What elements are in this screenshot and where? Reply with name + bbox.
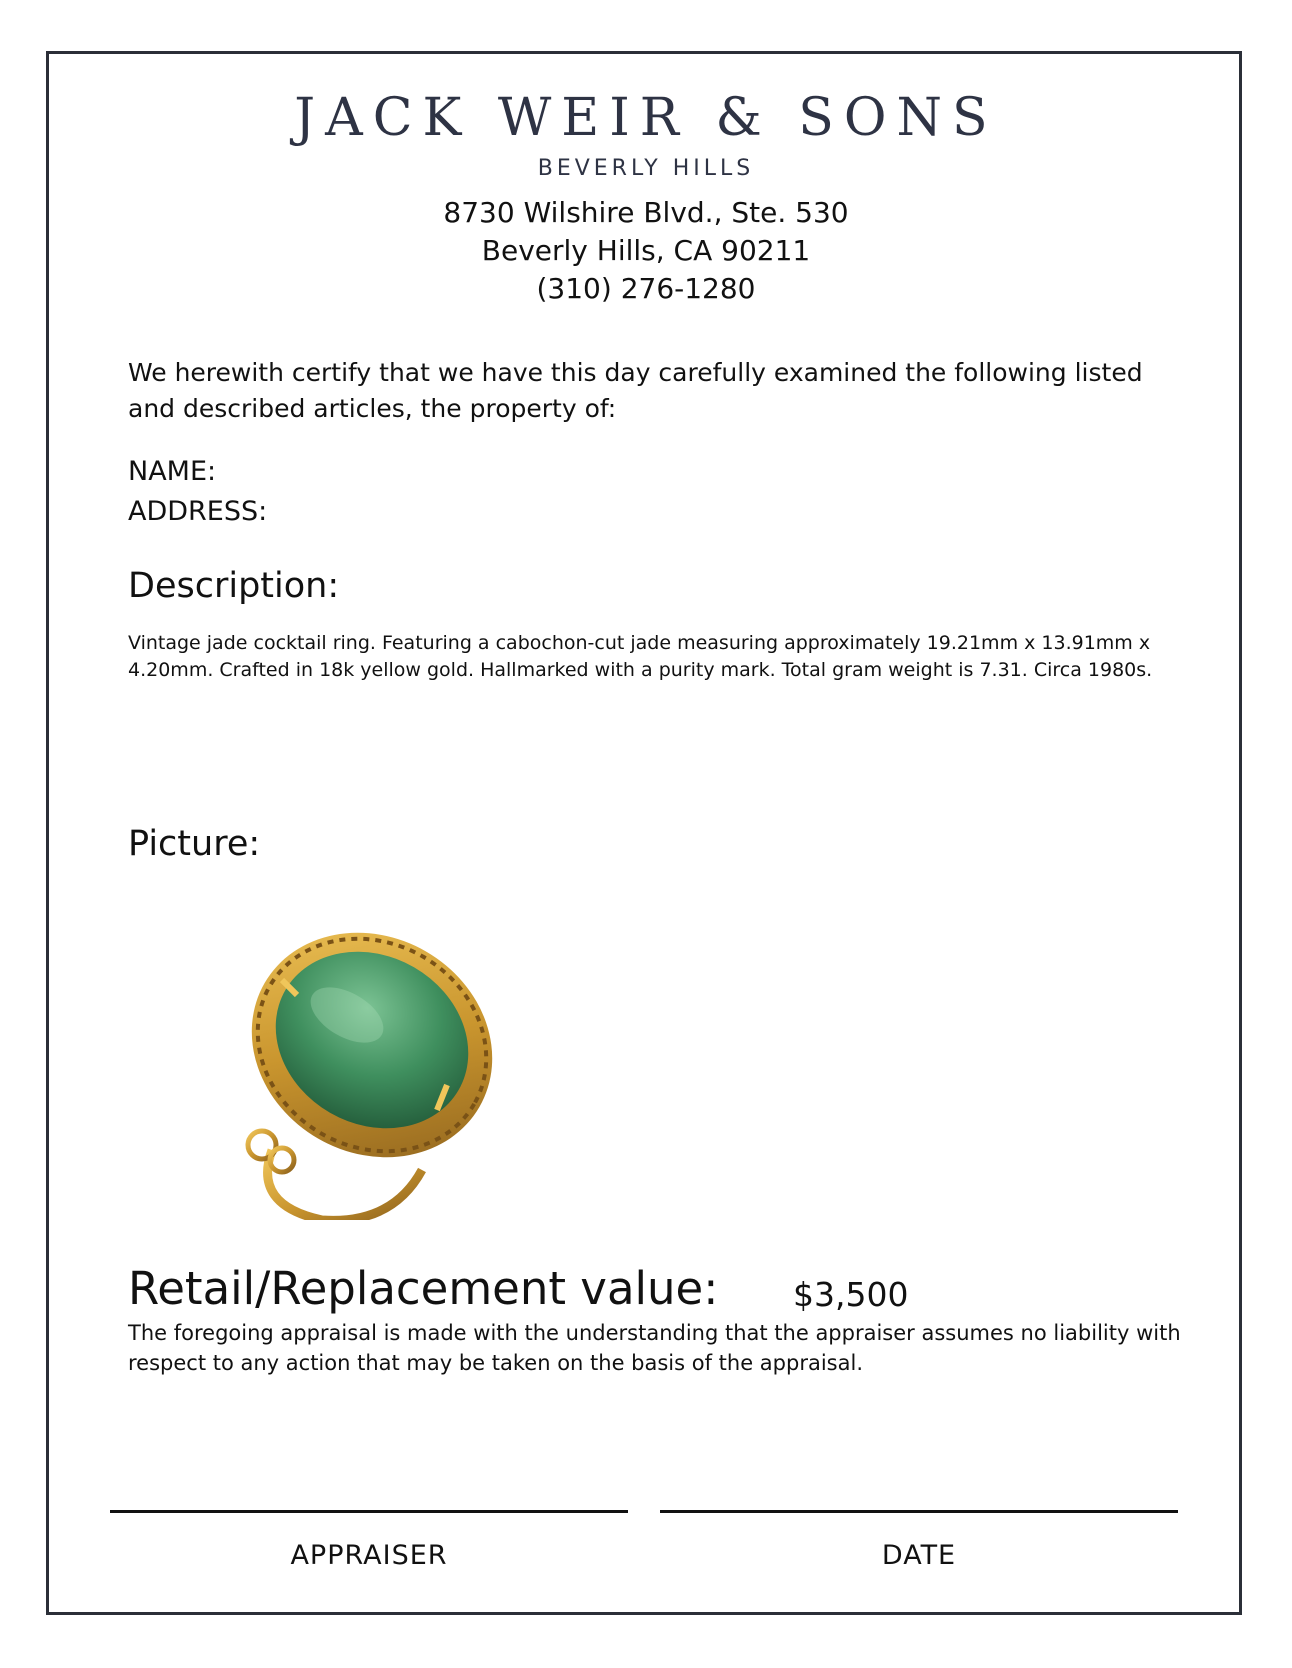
appraiser-signature-line <box>110 1510 628 1513</box>
date-signature-line <box>660 1510 1178 1513</box>
description-text: Vintage jade cocktail ring. Featuring a cabochon-cut jade measuring approximately 19.21mm x 13.91mm x 4.20mm. Crafted in 18k yellow gold. Hallmarked with a purity mark. Total gram weight is 7.31. Circa 1980s. <box>128 632 1153 681</box>
disclaimer-text: The foregoing appraisal is made with the understanding that the appraiser assumes no liability with respect to any action that may be taken on the basis of the appraisal. <box>128 1321 1181 1375</box>
description-heading: Description: <box>128 566 340 606</box>
date-label: DATE <box>881 1540 957 1571</box>
jade-ring-image <box>212 920 512 1220</box>
appraiser-label: APPRAISER <box>290 1540 448 1571</box>
retail-value-label: Retail/Replacement value: <box>128 1262 719 1315</box>
address-line-1: 8730 Wilshire Blvd., Ste. 530 <box>443 196 849 229</box>
address-line-2: Beverly Hills, CA 90211 <box>481 234 811 267</box>
certification-text: We herewith certify that we have this day carefully examined the following listed and described articles, the property of: <box>128 358 1143 423</box>
retail-value-amount: $3,500 <box>793 1275 909 1314</box>
brand-name: JACK WEIR & SONS <box>294 88 998 148</box>
phone-number: (310) 276-1280 <box>536 272 756 305</box>
picture-heading: Picture: <box>128 824 261 864</box>
brand-city: BEVERLY HILLS <box>537 156 755 181</box>
address-label: ADDRESS: <box>128 496 268 527</box>
name-label: NAME: <box>128 456 217 487</box>
